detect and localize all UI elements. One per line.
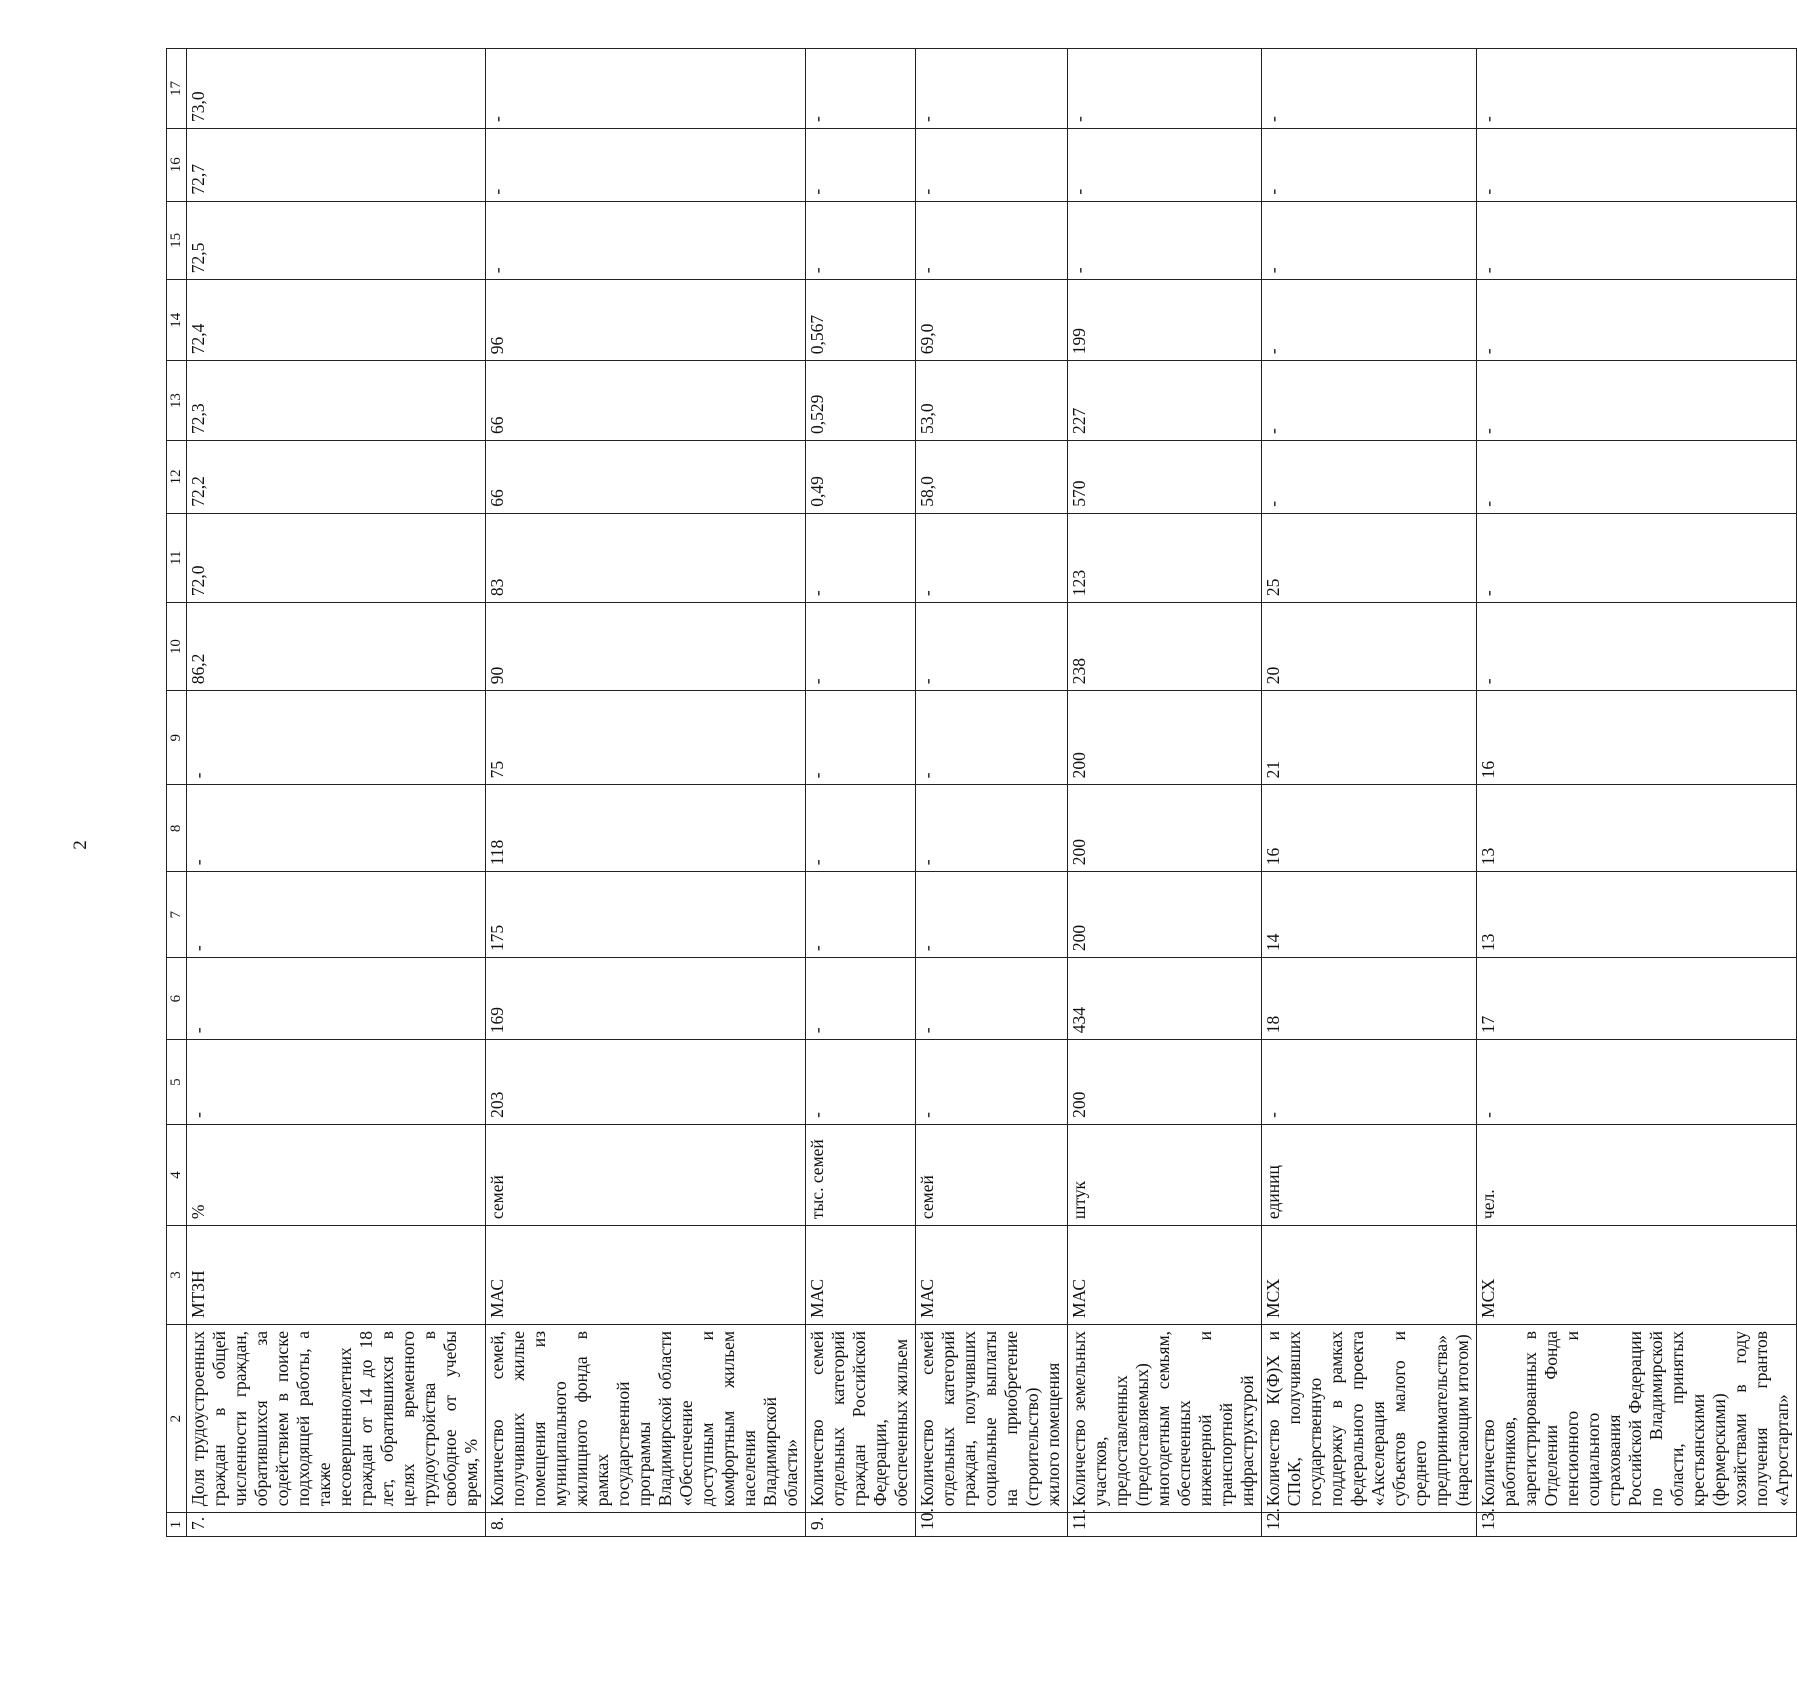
value-cell: 58,0: [916, 441, 1068, 514]
value-cell: -: [806, 201, 916, 280]
value-cell: -: [916, 49, 1068, 129]
value-cell: 14: [1262, 872, 1477, 958]
responsible-org: МСХ: [1477, 1226, 1797, 1325]
value-cell: 66: [486, 441, 806, 514]
value-cell: -: [1262, 201, 1477, 280]
value-cell: 200: [1068, 691, 1262, 785]
value-cell: -: [187, 958, 486, 1040]
value-cell: -: [1262, 49, 1477, 129]
value-cell: 72,3: [187, 361, 486, 441]
value-cell: 238: [1068, 603, 1262, 691]
value-cell: -: [806, 958, 916, 1040]
row-number: 12.: [1262, 1513, 1477, 1537]
value-cell: 227: [1068, 361, 1262, 441]
header-cell: 10: [167, 603, 187, 691]
value-cell: 72,4: [187, 280, 486, 361]
table-row: [806, 49, 916, 1537]
unit-of-measure: чел.: [1477, 1124, 1797, 1225]
value-cell: -: [916, 958, 1068, 1040]
row-number: 7.: [187, 1513, 486, 1537]
header-cell: 9: [167, 691, 187, 785]
value-cell: -: [1477, 1040, 1797, 1125]
header-cell: 11: [167, 513, 187, 602]
value-cell: 96: [486, 280, 806, 361]
unit-of-measure: штук: [1068, 1124, 1262, 1225]
value-cell: -: [1477, 128, 1797, 201]
value-cell: 13: [1477, 785, 1797, 872]
value-cell: 20: [1262, 603, 1477, 691]
page-number: 2: [70, 840, 91, 850]
responsible-org: МАС: [916, 1226, 1068, 1325]
value-cell: -: [1068, 49, 1262, 129]
value-cell: 200: [1068, 1040, 1262, 1125]
value-cell: 199: [1068, 280, 1262, 361]
value-cell: -: [1262, 280, 1477, 361]
header-cell: 3: [167, 1226, 187, 1325]
table-row: [916, 49, 1068, 1537]
value-cell: 69,0: [916, 280, 1068, 361]
header-cell: 14: [167, 280, 187, 361]
value-cell: -: [1477, 201, 1797, 280]
value-cell: 18: [1262, 958, 1477, 1040]
row-number: 9.: [806, 1513, 916, 1537]
value-cell: -: [916, 785, 1068, 872]
indicator-description: Количество работников, зарегистрированных в Отделении Фонда пенсионного и социального страхования Российской Федерации по Владимирской области, принятых крестьянскими (фермерскими) хозяйствами в году получения грантов «Агростартап»: [1477, 1324, 1797, 1512]
value-cell: -: [187, 1040, 486, 1125]
value-cell: -: [806, 691, 916, 785]
value-cell: -: [916, 1040, 1068, 1125]
table-row: [1262, 49, 1477, 1537]
responsible-org: МАС: [486, 1226, 806, 1325]
value-cell: -: [1262, 128, 1477, 201]
value-cell: 25: [1262, 513, 1477, 602]
value-cell: -: [187, 785, 486, 872]
unit-of-measure: семей: [916, 1124, 1068, 1225]
value-cell: -: [1477, 441, 1797, 514]
value-cell: -: [916, 603, 1068, 691]
header-cell: 5: [167, 1040, 187, 1125]
unit-of-measure: %: [187, 1124, 486, 1225]
value-cell: 434: [1068, 958, 1262, 1040]
value-cell: -: [1262, 441, 1477, 514]
value-cell: 72,5: [187, 201, 486, 280]
value-cell: -: [187, 872, 486, 958]
value-cell: 0,567: [806, 280, 916, 361]
value-cell: 0,529: [806, 361, 916, 441]
value-cell: -: [1068, 128, 1262, 201]
header-cell: 17: [167, 49, 187, 129]
row-number: 8.: [486, 1513, 806, 1537]
value-cell: 570: [1068, 441, 1262, 514]
indicators-table: [166, 48, 1797, 1537]
table-row: [486, 49, 806, 1537]
table-row: [1068, 49, 1262, 1537]
unit-of-measure: единиц: [1262, 1124, 1477, 1225]
row-number: 13.: [1477, 1513, 1797, 1537]
value-cell: -: [916, 513, 1068, 602]
value-cell: 0,49: [806, 441, 916, 514]
value-cell: 200: [1068, 872, 1262, 958]
value-cell: 90: [486, 603, 806, 691]
value-cell: 72,0: [187, 513, 486, 602]
value-cell: 16: [1477, 691, 1797, 785]
value-cell: -: [806, 603, 916, 691]
value-cell: 72,7: [187, 128, 486, 201]
value-cell: 203: [486, 1040, 806, 1125]
value-cell: -: [916, 201, 1068, 280]
value-cell: -: [806, 128, 916, 201]
value-cell: 72,2: [187, 441, 486, 514]
value-cell: -: [806, 1040, 916, 1125]
value-cell: -: [916, 872, 1068, 958]
value-cell: 53,0: [916, 361, 1068, 441]
indicator-description: Количество земельных участков, предоставленных (предоставляемых) многодетным семьям, обеспеченных инженерной и транспортной инфраструктурой: [1068, 1324, 1262, 1512]
responsible-org: МТЗН: [187, 1226, 486, 1325]
value-cell: -: [806, 872, 916, 958]
unit-of-measure: семей: [486, 1124, 806, 1225]
value-cell: -: [486, 49, 806, 129]
header-cell: 15: [167, 201, 187, 280]
responsible-org: МАС: [1068, 1226, 1262, 1325]
header-cell: 13: [167, 361, 187, 441]
table-row: [1477, 49, 1797, 1537]
value-cell: -: [1477, 280, 1797, 361]
value-cell: -: [486, 128, 806, 201]
row-number: 10.: [916, 1513, 1068, 1537]
header-cell: 12: [167, 441, 187, 514]
value-cell: -: [187, 691, 486, 785]
value-cell: 118: [486, 785, 806, 872]
indicator-description: Количество семей, получивших жилые помещения из муниципального жилищного фонда в рамках государственной программы Владимирской области «Обеспечение доступным и комфортным жильем населения Владимирской области»: [486, 1324, 806, 1512]
header-cell: 6: [167, 958, 187, 1040]
value-cell: 73,0: [187, 49, 486, 129]
value-cell: -: [916, 128, 1068, 201]
unit-of-measure: тыс. семей: [806, 1124, 916, 1225]
value-cell: 200: [1068, 785, 1262, 872]
row-number: 11.: [1068, 1513, 1262, 1537]
value-cell: -: [1262, 361, 1477, 441]
header-cell: 4: [167, 1124, 187, 1225]
value-cell: 17: [1477, 958, 1797, 1040]
value-cell: 16: [1262, 785, 1477, 872]
value-cell: 86,2: [187, 603, 486, 691]
table-row: [187, 49, 486, 1537]
header-cell: 7: [167, 872, 187, 958]
indicator-description: Количество семей отдельных категорий граждан Российской Федерации, обеспеченных жильем: [806, 1324, 916, 1512]
responsible-org: МАС: [806, 1226, 916, 1325]
value-cell: -: [916, 691, 1068, 785]
value-cell: 66: [486, 361, 806, 441]
value-cell: -: [1068, 201, 1262, 280]
value-cell: -: [1477, 603, 1797, 691]
header-cell: 1: [167, 1513, 187, 1537]
header-cell: 8: [167, 785, 187, 872]
value-cell: -: [1262, 1040, 1477, 1125]
column-number-row: [167, 49, 187, 1537]
indicator-description: Количество К(Ф)Х и СПоК, получивших государственную поддержку в рамках федерального проекта «Акселерация субъектов малого и среднего предпринимательства» (нарастающим итогом): [1262, 1324, 1477, 1512]
value-cell: -: [1477, 49, 1797, 129]
value-cell: 169: [486, 958, 806, 1040]
value-cell: -: [806, 49, 916, 129]
value-cell: -: [806, 513, 916, 602]
value-cell: -: [1477, 513, 1797, 602]
value-cell: 83: [486, 513, 806, 602]
value-cell: -: [1477, 361, 1797, 441]
value-cell: 13: [1477, 872, 1797, 958]
value-cell: 175: [486, 872, 806, 958]
responsible-org: МСХ: [1262, 1226, 1477, 1325]
value-cell: 123: [1068, 513, 1262, 602]
value-cell: -: [486, 201, 806, 280]
header-cell: 2: [167, 1324, 187, 1512]
indicator-description: Количество семей отдельных категорий граждан, получивших социальные выплаты на приобретение (строительство) жилого помещения: [916, 1324, 1068, 1512]
header-cell: 16: [167, 128, 187, 201]
value-cell: -: [806, 785, 916, 872]
value-cell: 21: [1262, 691, 1477, 785]
value-cell: 75: [486, 691, 806, 785]
indicator-description: Доля трудоустроенных граждан в общей численности граждан, обратившихся за содействием в поиске подходящей работы, а также несовершеннолетних граждан от 14 до 18 лет, обратившихся в целях временного трудоустройства в свободное от учебы время, %: [187, 1324, 486, 1512]
rotated-table-wrapper: [166, 48, 1792, 1537]
